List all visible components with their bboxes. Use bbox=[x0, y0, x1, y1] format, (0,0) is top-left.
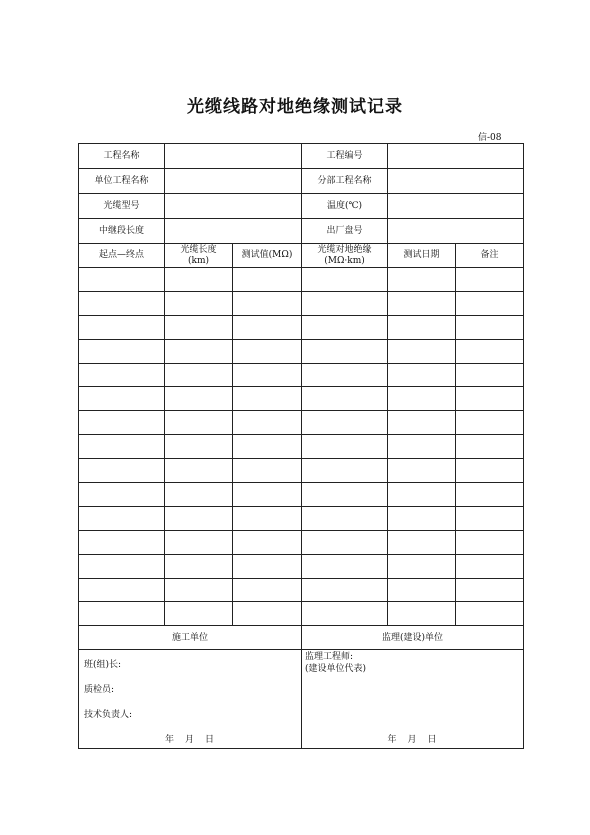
table-cell[interactable] bbox=[79, 554, 165, 578]
table-cell[interactable] bbox=[302, 411, 388, 435]
table-row bbox=[79, 554, 524, 578]
table-cell[interactable] bbox=[79, 291, 165, 315]
column-header-unit: (km) bbox=[187, 255, 209, 266]
info-label: 分部工程名称 bbox=[302, 169, 388, 194]
info-value-field[interactable] bbox=[388, 169, 524, 194]
table-cell[interactable] bbox=[388, 339, 456, 363]
info-label: 工程编号 bbox=[302, 144, 388, 169]
info-value-field[interactable] bbox=[388, 144, 524, 169]
table-cell[interactable] bbox=[233, 363, 302, 387]
construction-signature-box bbox=[79, 650, 301, 748]
construction-date-label: 年 月 日 bbox=[164, 735, 215, 746]
info-label: 出厂盘号 bbox=[302, 219, 388, 244]
table-cell[interactable] bbox=[233, 315, 302, 339]
table-cell[interactable] bbox=[165, 506, 233, 530]
column-header bbox=[388, 244, 456, 268]
table-cell[interactable] bbox=[456, 411, 524, 435]
column-header-unit: (MΩ·km) bbox=[324, 255, 365, 266]
table-row bbox=[79, 578, 524, 602]
table-cell[interactable] bbox=[302, 530, 388, 554]
info-label: 温度(℃) bbox=[302, 194, 388, 219]
table-cell[interactable] bbox=[302, 578, 388, 602]
table-cell[interactable] bbox=[302, 339, 388, 363]
table-cell[interactable] bbox=[302, 459, 388, 483]
table-cell[interactable] bbox=[456, 459, 524, 483]
table-cell[interactable] bbox=[456, 339, 524, 363]
table-cell[interactable] bbox=[302, 602, 388, 626]
column-header-line: 光缆对地绝缘 bbox=[317, 245, 372, 256]
signature-row bbox=[79, 650, 524, 749]
column-header-line: 测试值(MΩ) bbox=[241, 250, 293, 261]
info-value-field[interactable] bbox=[388, 219, 524, 244]
table-cell[interactable] bbox=[302, 268, 388, 292]
column-header bbox=[456, 244, 524, 268]
table-cell[interactable] bbox=[79, 483, 165, 507]
table-cell[interactable] bbox=[302, 363, 388, 387]
supervisor-engineer-label: 监理工程师: bbox=[305, 652, 354, 663]
table-cell[interactable] bbox=[165, 268, 233, 292]
table-cell[interactable] bbox=[165, 435, 233, 459]
table-cell[interactable] bbox=[233, 268, 302, 292]
table-cell[interactable] bbox=[302, 315, 388, 339]
table-cell[interactable] bbox=[165, 339, 233, 363]
table-cell[interactable] bbox=[388, 315, 456, 339]
tech-lead-label: 技术负责人: bbox=[84, 710, 133, 721]
info-row bbox=[79, 144, 524, 169]
column-header-line: 测试日期 bbox=[403, 250, 440, 261]
table-cell[interactable] bbox=[165, 411, 233, 435]
table-cell[interactable] bbox=[302, 483, 388, 507]
table-cell[interactable] bbox=[388, 411, 456, 435]
column-header bbox=[302, 244, 388, 268]
info-value-field[interactable] bbox=[165, 194, 302, 219]
column-header-line: 光缆长度 bbox=[180, 245, 217, 256]
column-header bbox=[79, 244, 165, 268]
table-cell[interactable] bbox=[388, 602, 456, 626]
supervision-date-label: 年 月 日 bbox=[387, 735, 438, 746]
table-cell[interactable] bbox=[233, 506, 302, 530]
table-cell[interactable] bbox=[79, 506, 165, 530]
table-row bbox=[79, 315, 524, 339]
signature-header-row bbox=[79, 626, 524, 650]
table-cell[interactable] bbox=[302, 435, 388, 459]
table-cell[interactable] bbox=[165, 530, 233, 554]
table-cell[interactable] bbox=[302, 291, 388, 315]
table-cell[interactable] bbox=[388, 268, 456, 292]
info-value-field[interactable] bbox=[165, 144, 302, 169]
record-table bbox=[78, 143, 524, 749]
table-row bbox=[79, 435, 524, 459]
table-row bbox=[79, 339, 524, 363]
table-row bbox=[79, 363, 524, 387]
table-cell[interactable] bbox=[79, 602, 165, 626]
table-cell[interactable] bbox=[79, 459, 165, 483]
team-leader-label: 班(组)长: bbox=[84, 660, 122, 671]
table-cell[interactable] bbox=[388, 506, 456, 530]
owner-representative-label: (建设单位代表) bbox=[305, 663, 367, 674]
table-cell[interactable] bbox=[388, 554, 456, 578]
table-row bbox=[79, 602, 524, 626]
table-cell[interactable] bbox=[456, 363, 524, 387]
supervision-signature-cell[interactable] bbox=[302, 650, 524, 749]
table-cell[interactable] bbox=[165, 291, 233, 315]
table-cell[interactable] bbox=[165, 363, 233, 387]
table-row bbox=[79, 530, 524, 554]
table-cell[interactable] bbox=[456, 435, 524, 459]
quality-inspector-label: 质检员: bbox=[84, 685, 115, 696]
table-cell[interactable] bbox=[302, 506, 388, 530]
table-cell[interactable] bbox=[456, 387, 524, 411]
table-cell[interactable] bbox=[79, 530, 165, 554]
table-cell[interactable] bbox=[79, 339, 165, 363]
table-cell[interactable] bbox=[302, 554, 388, 578]
table-cell[interactable] bbox=[165, 315, 233, 339]
table-cell[interactable] bbox=[233, 387, 302, 411]
construction-unit-label: 施工单位 bbox=[79, 626, 302, 650]
table-cell[interactable] bbox=[388, 530, 456, 554]
supervision-signature-box bbox=[302, 650, 523, 748]
info-value-field[interactable] bbox=[388, 194, 524, 219]
table-cell[interactable] bbox=[388, 435, 456, 459]
table-cell[interactable] bbox=[165, 459, 233, 483]
table-cell[interactable] bbox=[388, 483, 456, 507]
table-cell[interactable] bbox=[233, 339, 302, 363]
table-cell[interactable] bbox=[388, 291, 456, 315]
table-cell[interactable] bbox=[79, 268, 165, 292]
construction-signature-cell[interactable] bbox=[79, 650, 302, 749]
table-cell[interactable] bbox=[456, 602, 524, 626]
table-cell[interactable] bbox=[233, 602, 302, 626]
table-cell[interactable] bbox=[233, 578, 302, 602]
table-row bbox=[79, 387, 524, 411]
table-cell[interactable] bbox=[456, 268, 524, 292]
supervision-unit-label: 监理(建设)单位 bbox=[302, 626, 524, 650]
table-cell[interactable] bbox=[456, 483, 524, 507]
table-cell[interactable] bbox=[388, 578, 456, 602]
table-row bbox=[79, 268, 524, 292]
info-value-field[interactable] bbox=[165, 169, 302, 194]
table-cell[interactable] bbox=[456, 554, 524, 578]
table-cell[interactable] bbox=[165, 387, 233, 411]
table-cell[interactable] bbox=[165, 554, 233, 578]
table-cell[interactable] bbox=[233, 291, 302, 315]
table-cell[interactable] bbox=[233, 483, 302, 507]
table-cell[interactable] bbox=[388, 459, 456, 483]
info-label: 单位工程名称 bbox=[79, 169, 165, 194]
table-cell[interactable] bbox=[165, 602, 233, 626]
table-cell[interactable] bbox=[233, 435, 302, 459]
table-cell[interactable] bbox=[79, 435, 165, 459]
info-label: 中继段长度 bbox=[79, 219, 165, 244]
table-cell[interactable] bbox=[456, 530, 524, 554]
table-row bbox=[79, 291, 524, 315]
table-cell[interactable] bbox=[233, 459, 302, 483]
column-header-line: 备注 bbox=[480, 250, 499, 261]
table-row bbox=[79, 483, 524, 507]
column-header bbox=[233, 244, 302, 268]
form-code: 信-08 bbox=[478, 133, 502, 143]
page-title: 光缆线路对地绝缘测试记录 bbox=[187, 97, 403, 117]
table-cell[interactable] bbox=[456, 578, 524, 602]
column-header-row bbox=[79, 244, 524, 268]
table-cell[interactable] bbox=[233, 554, 302, 578]
column-header-line: 起点—终点 bbox=[98, 250, 144, 261]
info-row bbox=[79, 194, 524, 219]
column-header bbox=[165, 244, 233, 268]
table-cell[interactable] bbox=[233, 530, 302, 554]
supervisor-label bbox=[305, 652, 366, 675]
table-cell[interactable] bbox=[79, 315, 165, 339]
table-row bbox=[79, 506, 524, 530]
table-cell[interactable] bbox=[165, 483, 233, 507]
table-cell[interactable] bbox=[388, 363, 456, 387]
table-cell[interactable] bbox=[233, 411, 302, 435]
table-cell[interactable] bbox=[456, 315, 524, 339]
table-cell[interactable] bbox=[456, 291, 524, 315]
table-cell[interactable] bbox=[79, 387, 165, 411]
table-row bbox=[79, 459, 524, 483]
table-cell[interactable] bbox=[79, 411, 165, 435]
table-cell[interactable] bbox=[79, 578, 165, 602]
info-row bbox=[79, 219, 524, 244]
table-cell[interactable] bbox=[388, 387, 456, 411]
table-cell[interactable] bbox=[302, 387, 388, 411]
info-label: 光缆型号 bbox=[79, 194, 165, 219]
info-label: 工程名称 bbox=[79, 144, 165, 169]
table-cell[interactable] bbox=[79, 363, 165, 387]
table-row bbox=[79, 411, 524, 435]
info-value-field[interactable] bbox=[165, 219, 302, 244]
table-cell[interactable] bbox=[165, 578, 233, 602]
info-row bbox=[79, 169, 524, 194]
table-cell[interactable] bbox=[456, 506, 524, 530]
